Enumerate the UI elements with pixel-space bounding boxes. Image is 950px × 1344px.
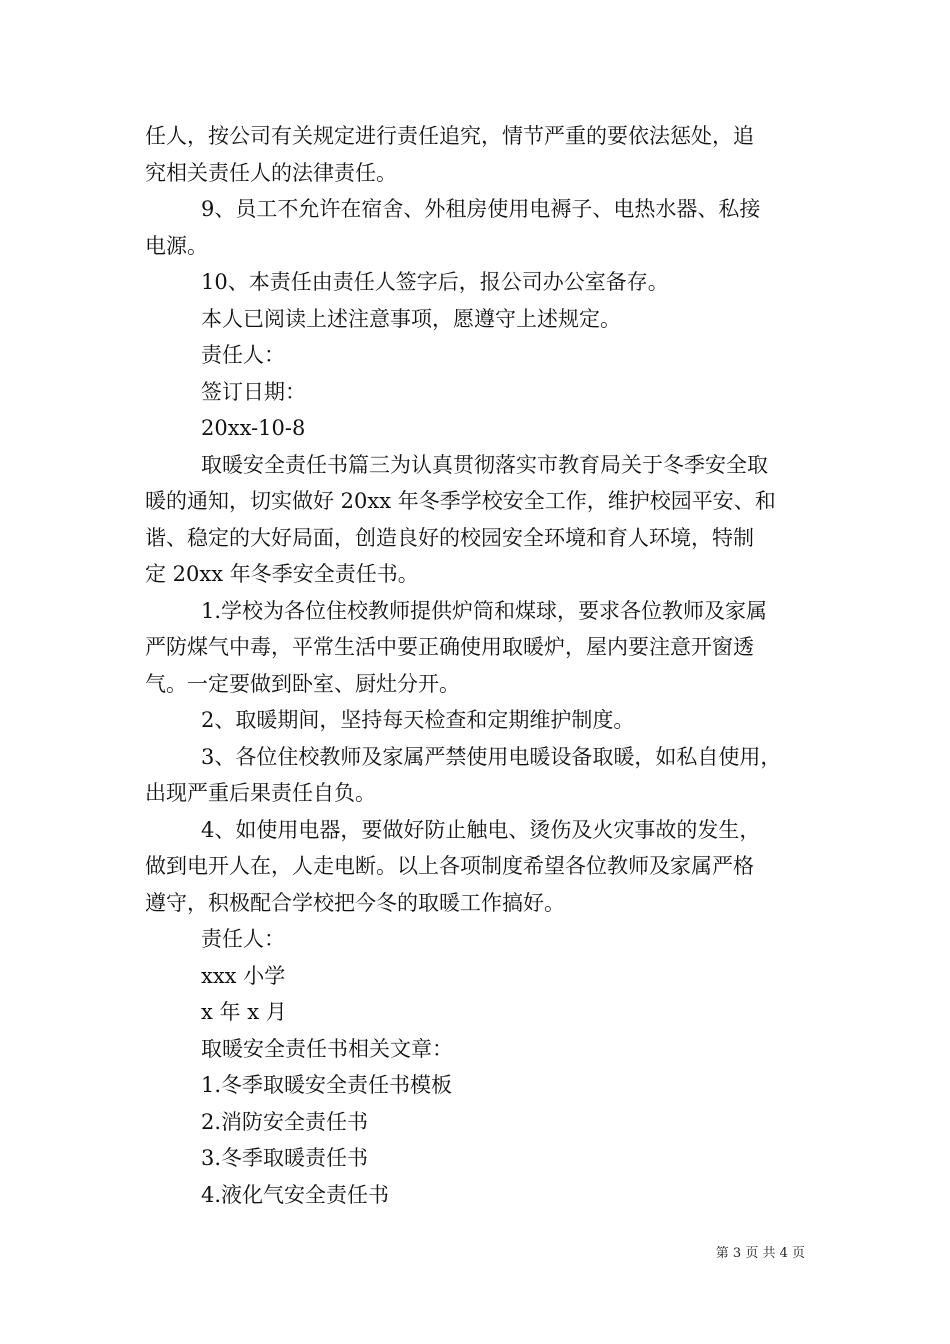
text-line: 定 20xx 年冬季安全责任书。	[145, 562, 419, 586]
related-article-item: 1.冬季取暖安全责任书模板	[201, 1073, 453, 1097]
paragraph	[145, 301, 825, 338]
paragraph	[145, 337, 825, 374]
paragraph	[145, 447, 825, 593]
paragraph	[145, 1031, 825, 1068]
text-line: 严防煤气中毒，平常生活中要正确使用取暖炉，屋内要注意开窗透	[145, 635, 754, 659]
text-line: 本人已阅读上述注意事项，愿遵守上述规定。	[201, 306, 621, 331]
page-indicator: 第 3 页 共 4 页	[715, 1246, 805, 1261]
text-line: 气。一定要做到卧室、厨灶分开。	[145, 671, 460, 696]
related-articles-heading: 取暖安全责任书相关文章：	[201, 1036, 453, 1061]
text-line: 谐、稳定的大好局面，创造良好的校园安全环境和育人环境，特制	[145, 525, 754, 550]
paragraph	[145, 1067, 825, 1104]
related-article-item: 2.消防安全责任书	[201, 1109, 369, 1134]
signer-label: 责任人：	[201, 927, 285, 951]
paragraph	[145, 593, 825, 703]
text-line: 究相关责任人的法律责任。	[145, 160, 397, 185]
paragraph	[145, 812, 825, 922]
signer-label: 责任人：	[201, 343, 285, 367]
text-line: 出现严重后果责任自负。	[145, 781, 376, 805]
paragraph	[145, 118, 825, 191]
text-line: 任人，按公司有关规定进行责任追究，情节严重的要依法惩处，追	[145, 124, 754, 148]
paragraph	[145, 702, 825, 739]
text-line: 9、员工不允许在宿舍、外租房使用电褥子、电热水器、私接	[201, 197, 761, 221]
related-article-item: 4.液化气安全责任书	[201, 1182, 390, 1207]
text-line: 1.学校为各位住校教师提供炉筒和煤球，要求各位教师及家属	[201, 598, 768, 623]
paragraph	[145, 1140, 825, 1177]
paragraph	[145, 264, 825, 301]
paragraph	[145, 994, 825, 1031]
text-line: 10、本责任由责任人签字后，报公司办公室备存。	[201, 270, 669, 294]
document-body	[145, 118, 825, 1213]
paragraph	[145, 1177, 825, 1214]
text-line: 做到电开人在，人走电断。以上各项制度希望各位教师及家属严格	[145, 854, 754, 878]
paragraph	[145, 958, 825, 995]
text-line: 电源。	[145, 233, 208, 258]
school-name: xxx 小学	[201, 963, 286, 988]
paragraph	[145, 374, 825, 411]
sign-date-value: x 年 x 月	[201, 1000, 287, 1024]
text-line: 遵守，积极配合学校把今冬的取暖工作搞好。	[145, 890, 565, 915]
related-article-item: 3.冬季取暖责任书	[201, 1146, 369, 1170]
sign-date-label: 签订日期：	[201, 379, 306, 404]
paragraph	[145, 739, 825, 812]
text-line: 2、取暖期间，坚持每天检查和定期维护制度。	[201, 708, 635, 732]
paragraph	[145, 921, 825, 958]
text-line: 4、如使用电器，要做好防止触电、烫伤及火灾事故的发生，	[201, 817, 761, 842]
paragraph	[145, 410, 825, 447]
sign-date-value: 20xx-10-8	[201, 416, 306, 440]
paragraph	[145, 1104, 825, 1141]
paragraph	[145, 191, 825, 264]
text-line: 3、各位住校教师及家属严禁使用电暖设备取暖，如私自使用，	[201, 744, 782, 769]
text-line: 暖的通知，切实做好 20xx 年冬季学校安全工作，维护校园平安、和	[145, 489, 776, 513]
text-line: 取暖安全责任书篇三为认真贯彻落实市教育局关于冬季安全取	[201, 452, 768, 477]
